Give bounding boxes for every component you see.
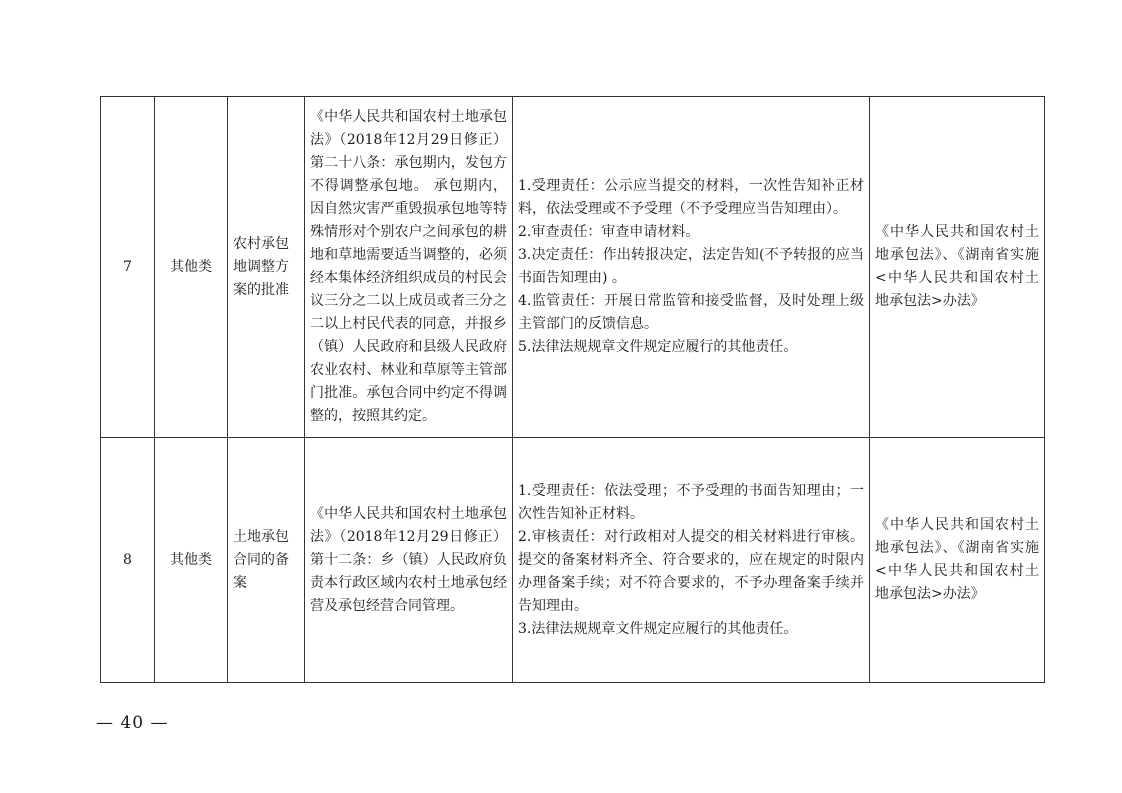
page-number: — 40 — [96, 713, 169, 733]
responsibility-line: 1.受理责任：依法受理；不予受理的书面告知理由；一次性告知补正材料。 [518, 482, 864, 522]
responsibility-line: 3.法律法规规章文件规定应履行的其他责任。 [518, 620, 798, 637]
responsibility-line: 3.决定责任：作出转报决定，法定告知(不予转报的应当书面告知理由) 。 [518, 247, 864, 286]
responsibility-line: 1.受理责任：公示应当提交的材料，一次性告知补正材料，依法受理或不予受理（不予受理应当告知理由）。 [518, 178, 864, 217]
table-row [101, 438, 1045, 683]
responsibility-line: 2.审查责任：审查申请材料。 [518, 224, 700, 240]
responsibility-table [100, 96, 1045, 683]
legal-basis-cell: 《中华人民共和国农村土地承包法》、《湖南省实施<中华人民共和国农村土地承包法>办法》 [870, 438, 1045, 683]
category-cell: 其他类 [155, 438, 228, 683]
table-row [101, 97, 1045, 438]
responsibility-line: 4.监管责任：开展日常监管和接受监督，及时处理上级主管部门的反馈信息。 [518, 293, 864, 332]
legal-basis-cell: 《中华人民共和国农村土地承包法》、《湖南省实施<中华人民共和国农村土地承包法>办法》 [870, 97, 1045, 438]
responsibility-cell [513, 438, 870, 683]
basis-cell: 《中华人民共和国农村土地承包法》（2018年12月29日修正）第二十八条：承包期内，发包方不得调整承包地。 承包期内，因自然灾害严重毁损承包地等特殊情形对个别农户之间承包的耕地和草地需要适当调整的，必须经本集体经济组织成员的村民会议三分之二以上成员或者三分之二以上村民代表的同意，并报乡（镇）人民政府和县级人民政府农业农村、林业和草原等主管部门批准。承包合同中约定不得调整的，按照其约定。 [305, 97, 513, 438]
responsibility-line: 2.审核责任：对行政相对人提交的相关材料进行审核。提交的备案材料齐全、符合要求的，应在规定的时限内办理备案手续；对不符合要求的，不予办理备案手续并告知理由。 [518, 528, 864, 614]
category-cell: 其他类 [155, 97, 228, 438]
responsibility-line: 5.法律法规规章文件规定应履行的其他责任。 [518, 339, 798, 355]
item-name-cell: 农村承包地调整方案的批准 [228, 97, 305, 438]
responsibility-cell [513, 97, 870, 438]
row-number: 8 [101, 438, 155, 683]
row-number: 7 [101, 97, 155, 438]
item-name-cell: 土地承包合同的备案 [228, 438, 305, 683]
basis-cell: 《中华人民共和国农村土地承包法》（2018年12月29日修正）第十二条：乡（镇）人民政府负责本行政区域内农村土地承包经营及承包经营合同管理。 [305, 438, 513, 683]
